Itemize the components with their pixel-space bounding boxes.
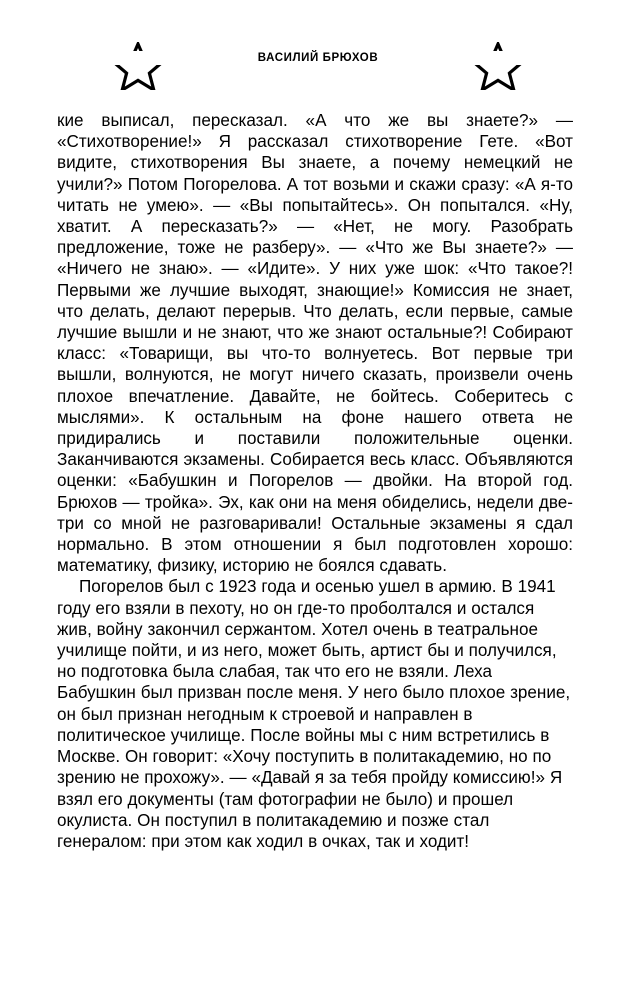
running-head-title-wrap: [112, 51, 524, 65]
paragraph-1: кие выписал, пересказал. «А что же вы знаете?» — «Стихотворение!» Я рассказал стихотворение Гете. «Вот видите, стихотворения Вы знаете, а почему немецкий не учили?» Потом Погорелова. А тот возьми и скажи сразу: «А я-то читать не умею». — «Вы попытайтесь». Он попытался. «Ну, хватит. А пересказать?» — «Нет, не могу. Разобрать предложение, тоже не разберу». — «Что же Вы знаете?» — «Ничего не знаю». — «Идите». У них уже шок: «Что такое?! Первыми же лучшие выходят, знающие!» Комиссия не знает, что делать, делают перерыв. Что делать, если первые, самые лучшие вышли и не знают, что же знают остальные?! Собирают класс: «Товарищи, вы что-то волнуетесь. Вот первые три вышли, волнуются, не могут ничего сказать, произвели очень плохое впечатление. Давайте, не бойтесь. Соберитесь с мыслями». К остальным на фоне нашего ответа не придирались и поставили положительные оценки. Заканчиваются экзамены. Собирается весь класс. Объявляются оценки: «Бабушкин и Погорелов — двойки. На второй год. Брюхов — тройка». Эх, как они на меня обиделись, недели две-три со мной не разговаривали! Остальные экзамены я сдал нормально. В этом отношении я был подготовлен хорошо: математику, физику, историю не боялся сдавать.: [57, 111, 573, 576]
running-head-title: ВАСИЛИЙ БРЮХОВ: [248, 51, 389, 65]
star-icon: [112, 42, 164, 90]
paragraph-2: Погорелов был с 1923 года и осенью ушел в армию. В 1941 году его взяли в пехоту, но он где-то проболтался и остался жив, войну закончил сержантом. Хотел очень в театральное училище пойти, и из него, может быть, артист бы и получился, но подготовка была слабая, так что его не взяли. Леха Бабушкин был призван после меня. У него было плохое зрение, он был признан негодным к строевой и направлен в политическое училище. После войны мы с ним встретились в Москве. Он говорит: «Хочу поступить в политакадемию, но по зрению не прохожу». — «Давай я за тебя пройду комиссию!» Я взял его документы (там фотографии не было) и прошел окулиста. Он поступил в политакадемию и позже стал генералом: при этом как ходил в очках, так и ходит!: [57, 577, 571, 851]
running-head: [112, 42, 524, 94]
star-icon: [472, 42, 524, 90]
body-text: [57, 110, 573, 852]
